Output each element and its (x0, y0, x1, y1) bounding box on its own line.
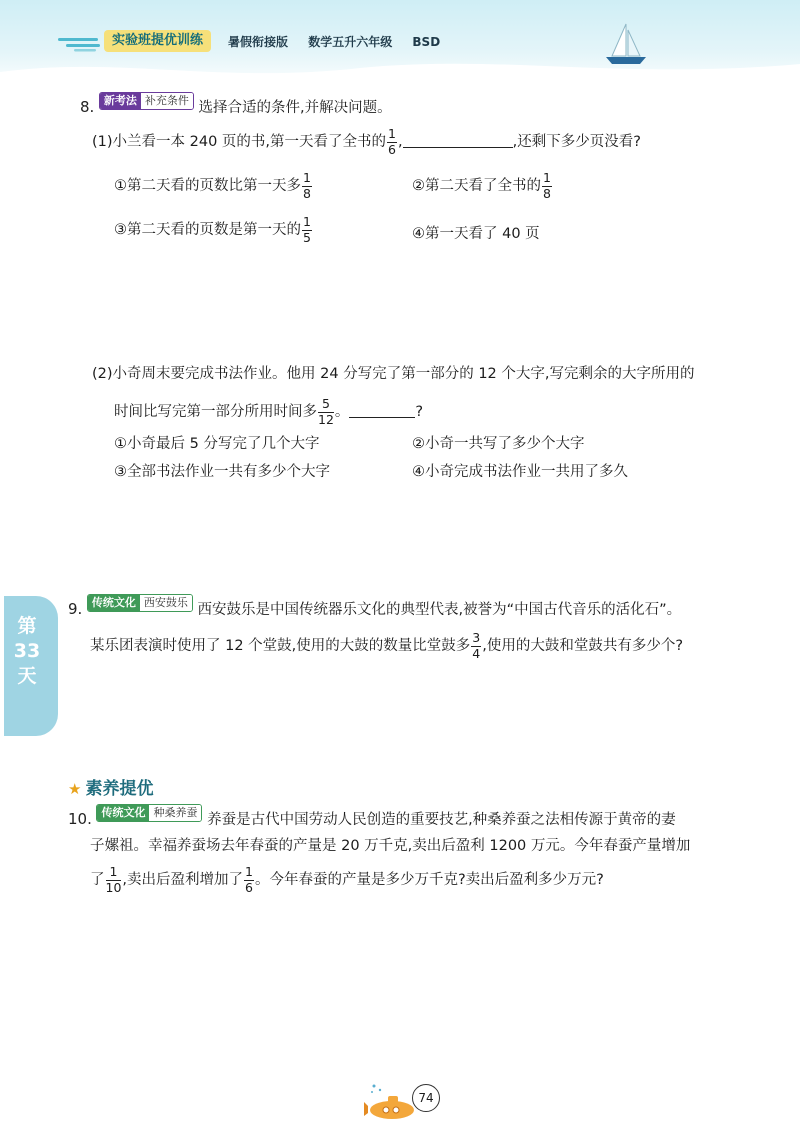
denominator: 8 (543, 185, 551, 201)
fraction (542, 172, 552, 200)
text-segment: 了 (90, 872, 105, 888)
question-10-line3 (90, 866, 604, 894)
denominator: 6 (245, 879, 253, 895)
day-tab-prefix: 第 (17, 615, 37, 637)
text-segment: 某乐团表演时使用了 12 个堂鼓,使用的大鼓的数量比堂鼓多 (90, 638, 471, 654)
denominator: 4 (472, 645, 481, 661)
q8-part1-stem (92, 128, 641, 156)
question-text: 养蚕是古代中国劳动人民创造的重要技艺,种桑养蚕之法相传源于黄帝的妻 (207, 812, 676, 828)
q8-part2-stem-line1 (92, 362, 694, 386)
day-tab-suffix: 天 (17, 665, 37, 687)
q8-part2-option-3: ③全部书法作业一共有多少个大字 (114, 464, 330, 480)
text-segment: ,卖出后盈利增加了 (122, 872, 244, 888)
q8-part1-option-1 (114, 172, 313, 200)
star-icon: ★ (68, 780, 82, 798)
fraction (387, 128, 397, 156)
question-tag (99, 92, 194, 110)
q8-part1-option-4 (412, 222, 540, 246)
brand-stripes-icon (58, 36, 102, 52)
section-title-text: 素养提优 (85, 779, 154, 799)
denominator: 10 (105, 879, 122, 895)
question-8-header (80, 92, 392, 120)
question-number: 8. (80, 98, 95, 116)
answer-blank[interactable] (403, 133, 513, 148)
question-stem: 选择合适的条件,并解决问题。 (198, 100, 392, 116)
numerator: 1 (388, 126, 396, 141)
option-text: ①第二天看的页数比第一天多 (114, 178, 301, 194)
numerator: 1 (106, 866, 122, 881)
numerator: 1 (543, 170, 551, 185)
denominator: 6 (388, 141, 396, 157)
text-segment: (1)小兰看一本 240 页的书,第一天看了全书的 (92, 134, 387, 150)
book-info (228, 33, 456, 50)
question-tag (96, 804, 202, 822)
option-text: ②第二天看了全书的 (412, 178, 541, 194)
q8-part2-option-4: ④小奇完成书法作业一共用了多久 (412, 464, 628, 480)
fraction (106, 866, 122, 894)
text-segment: 时间比写完第一部分所用时间多 (114, 404, 317, 420)
question-tag (87, 594, 193, 612)
fraction (244, 866, 254, 894)
text-segment: 。今年春蚕的产量是多少万千克?卖出后盈利多少万元? (254, 872, 604, 888)
option-text: ③第二天看的页数是第一天的 (114, 222, 301, 238)
page-header (0, 0, 800, 88)
denominator: 12 (318, 411, 334, 427)
question-number: 10. (68, 810, 92, 828)
grade-label: 数学五升六年级 (308, 35, 393, 49)
answer-blank[interactable] (349, 403, 415, 418)
section-title (68, 774, 153, 799)
question-number: 9. (68, 600, 83, 618)
numerator: 3 (472, 630, 481, 645)
denominator: 5 (303, 229, 311, 245)
fraction (471, 632, 481, 660)
header-wave-decoration (0, 50, 800, 90)
day-tab-label (10, 614, 44, 689)
tag-main: 传统文化 (97, 805, 149, 821)
fraction (302, 172, 312, 200)
sailboat-icon (602, 22, 650, 68)
series-title: 实验班提优训练 (104, 30, 211, 52)
numerator: 1 (303, 214, 311, 229)
q8-part2-stem-line2 (114, 398, 423, 426)
edition-label: 暑假衔接版 (228, 35, 289, 49)
tag-sub: 种桑养蚕 (149, 805, 201, 821)
tag-sub: 补充条件 (141, 93, 193, 109)
question-text: 西安鼓乐是中国传统器乐文化的典型代表,被誉为“中国古代音乐的活化石”。 (197, 602, 682, 618)
numerator: 5 (318, 398, 334, 413)
tag-sub: 西安鼓乐 (140, 595, 192, 611)
numerator: 1 (303, 170, 311, 185)
q8-part2-option-2: ②小奇一共写了多少个大字 (412, 436, 585, 452)
question-9-line2 (90, 632, 683, 660)
tag-main: 传统文化 (88, 595, 140, 611)
fraction (302, 216, 312, 244)
tag-main: 新考法 (100, 93, 141, 109)
text-segment: 。 (334, 404, 350, 420)
option-text: ④第一天看了 40 页 (412, 226, 540, 242)
q8-part1-option-2 (412, 172, 553, 200)
text-segment: ,还剩下多少页没看? (512, 134, 641, 150)
question-9-line1 (68, 594, 681, 622)
question-10-line1 (68, 804, 676, 832)
denominator: 8 (303, 185, 311, 201)
numerator: 1 (245, 864, 253, 879)
page-number: 74 (412, 1084, 440, 1112)
day-tab-number: 33 (13, 640, 41, 662)
text-segment: ? (415, 404, 424, 420)
question-10-line2: 子嫘祖。幸福养蚕场去年春蚕的产量是 20 万千克,卖出后盈利 1200 万元。今年春蚕产量增加 (90, 838, 691, 854)
publisher-code: BSD (412, 35, 441, 49)
q8-part2-option-1: ①小奇最后 5 分写完了几个大字 (114, 436, 320, 452)
text-segment: , (398, 134, 403, 150)
q8-part1-option-3 (114, 216, 313, 244)
text-segment: ,使用的大鼓和堂鼓共有多少个? (482, 638, 684, 654)
fraction (318, 398, 334, 426)
text-segment: (2)小奇周末要完成书法作业。他用 24 分写完了第一部分的 12 个大字,写完剩余的大字所用的 (92, 366, 695, 382)
